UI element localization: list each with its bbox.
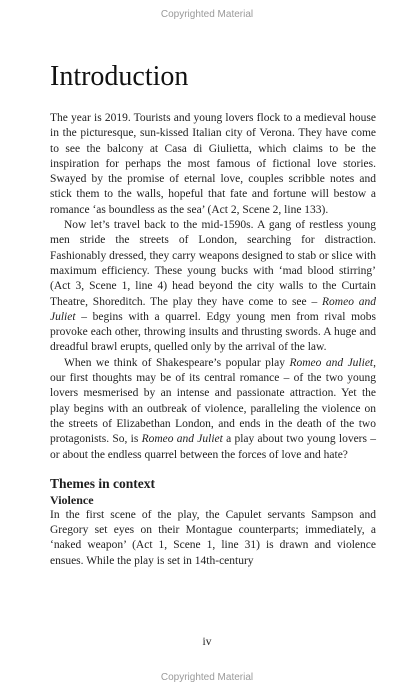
chapter-title: Introduction: [50, 61, 189, 92]
paragraph-3-text-a: When we think of Shakespeare’s popular play: [64, 356, 290, 369]
paragraph-1: [50, 111, 376, 218]
play-title-italic: Romeo and Juliet: [289, 356, 374, 369]
subheading: Violence: [50, 492, 94, 507]
paragraph-4: [50, 508, 376, 569]
paragraph-4-text: In the first scene of the play, the Capulet servants Sampson and Gregory set eyes on their Montague counterparts; immediately, a ‘naked weapon’ (Act 1, Scene 1, line 31) is drawn and violence ensues. While the play is set in 14th-century: [50, 508, 376, 567]
paragraph-3-text-b: , our first thoughts may be of its central romance – of the two young lovers mesmerised by an intense and passionate attraction. Yet the play begins with an outbreak of violence, paralleling the violence on the streets of Elizabethan London, and ends in the death of the two protagonists. So, is: [50, 356, 376, 446]
paragraph-2-text-a: Now let’s travel back to the mid-1590s. A gang of restless young men stride the streets of London, searching for distraction. Fashionably dressed, they carry weapons designed to stab or slice with maximum efficiency. These young bucks with ‘mad blood stirring’ (Act 3, Scene 1, line 4) head beyond the city walls to the Curtain Theatre, Shoreditch. The play they have come to see –: [50, 219, 376, 308]
paragraph-1-text: The year is 2019. Tourists and young lovers flock to a medieval house in the picturesque, sun-kissed Italian city of Verona. They have come to see the balcony at Casa di Giulietta, which claims to be the inspiration for perhaps the most famous of fictional love stories. Swayed by the promise of eternal love, couples scribble notes and stick them to the walls, hopeful that fate and fortune will bestow a romance ‘as boundless as the sea’ (Act 2, Scene 2, line 133).: [50, 112, 376, 216]
paragraph-2-text-b: – begins with a quarrel. Edgy young men from rival mobs provoke each other, throwing insults and thrusting swords. A huge and dreadful brawl erupts, quelled only by the arrival of the law.: [50, 310, 376, 354]
paragraph-3: [50, 356, 376, 463]
body-text: [50, 111, 376, 569]
play-title-italic: Romeo and Juliet: [141, 433, 223, 446]
paragraph-3-text-c: a play about two young lovers – or about the endless quarrel between the forces of love and hate?: [50, 433, 376, 461]
play-title-italic: Romeo and Juliet: [50, 295, 377, 323]
page-number: iv: [202, 636, 212, 648]
section-heading: Themes in context: [50, 475, 155, 491]
copyright-watermark-top: Copyrighted Material: [160, 9, 254, 20]
copyright-watermark-bottom: Copyrighted Material: [160, 672, 254, 683]
paragraph-2: [50, 218, 376, 356]
